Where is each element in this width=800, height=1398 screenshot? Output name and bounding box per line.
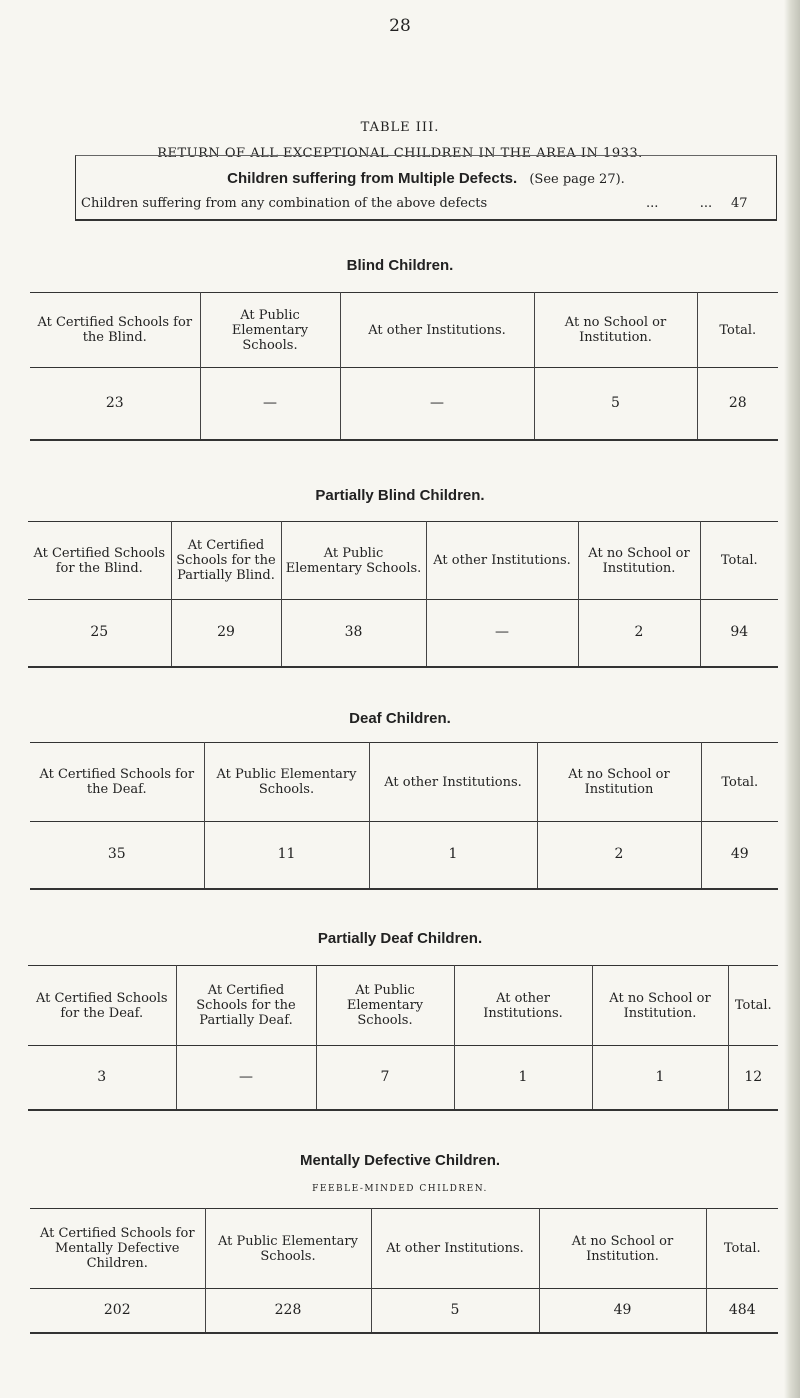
deaf-value-total: 49 bbox=[701, 822, 778, 889]
pb-value-public: 38 bbox=[281, 600, 426, 667]
partially-deaf-value-row bbox=[28, 1046, 778, 1110]
pd-header-other: At other Institutions. bbox=[454, 966, 592, 1046]
pd-header-no-school: At no School or Institution. bbox=[592, 966, 728, 1046]
mental-header-other: At other Institutions. bbox=[371, 1209, 539, 1289]
page-heading: RETURN OF ALL EXCEPTIONAL CHILDREN IN THE AREA IN 1933. bbox=[157, 146, 643, 161]
deaf-value-certified: 35 bbox=[107, 846, 126, 863]
multiple-defects-box bbox=[75, 155, 777, 221]
deaf-header-total: Total. bbox=[701, 743, 778, 822]
page-number: 28 bbox=[389, 16, 411, 36]
pd-header-certified-partial: At Certified Schools for the Partially Deaf. bbox=[176, 966, 316, 1046]
blind-value-no-school: 5 bbox=[534, 368, 697, 440]
mental-value-public: 228 bbox=[205, 1289, 371, 1333]
pb-value-other: — bbox=[426, 600, 578, 667]
multiple-defects-title bbox=[76, 170, 776, 187]
pb-header-other: At other Institutions. bbox=[426, 522, 578, 600]
blind-value-certified: 23 bbox=[105, 394, 124, 411]
multiple-defects-see: (See page 27). bbox=[529, 172, 625, 187]
blind-value-public: — bbox=[200, 368, 340, 440]
deaf-header-public: At Public Elementary Schools. bbox=[204, 743, 369, 822]
pd-header-public: At Public Elementary Schools. bbox=[316, 966, 454, 1046]
deaf-table bbox=[30, 742, 778, 890]
partially-deaf-table bbox=[28, 965, 778, 1111]
mental-header-certified: At Certified Schools for Mentally Defective Children. bbox=[39, 1226, 195, 1271]
deaf-header-certified: At Certified Schools for the Deaf. bbox=[39, 767, 195, 797]
deaf-value-other: 1 bbox=[369, 822, 537, 889]
pb-value-total: 94 bbox=[700, 600, 778, 667]
mental-title: Mentally Defective Children. bbox=[299, 1152, 501, 1169]
blind-header-row bbox=[30, 293, 778, 368]
blind-value-row bbox=[30, 368, 778, 440]
pd-header-total: Total. bbox=[728, 966, 778, 1046]
partially-deaf-title: Partially Deaf Children. bbox=[317, 930, 483, 947]
blind-value-other: — bbox=[340, 368, 534, 440]
mental-header-public: At Public Elementary Schools. bbox=[205, 1209, 371, 1289]
mental-value-no-school: 49 bbox=[539, 1289, 706, 1333]
deaf-value-public: 11 bbox=[204, 822, 369, 889]
deaf-header-row bbox=[30, 743, 778, 822]
table-label: TABLE III. bbox=[360, 120, 440, 135]
pb-header-total: Total. bbox=[700, 522, 778, 600]
deaf-value-row bbox=[30, 822, 778, 889]
deaf-header-no-school: At no School or Institution bbox=[537, 743, 701, 822]
blind-header-certified: At Certified Schools for the Blind. bbox=[37, 315, 193, 345]
pb-value-no-school: 2 bbox=[578, 600, 700, 667]
partially-blind-header-row bbox=[28, 522, 778, 600]
blind-title: Blind Children. bbox=[346, 257, 454, 274]
partially-blind-table bbox=[28, 521, 778, 668]
multiple-defects-heading: Children suffering from Multiple Defects. bbox=[227, 170, 518, 187]
pd-value-no-school: 1 bbox=[592, 1046, 728, 1110]
pb-header-certified-partial: At Certified Schools for the Partially Blind. bbox=[171, 522, 281, 600]
blind-value-total: 28 bbox=[697, 368, 778, 440]
blind-header-other: At other Institutions. bbox=[340, 293, 534, 368]
partially-blind-value-row bbox=[28, 600, 778, 667]
partially-blind-title: Partially Blind Children. bbox=[315, 487, 485, 504]
mental-value-certified: 202 bbox=[103, 1301, 131, 1318]
mental-header-total: Total. bbox=[706, 1209, 778, 1289]
pd-value-public: 7 bbox=[316, 1046, 454, 1110]
deaf-title: Deaf Children. bbox=[349, 710, 451, 727]
pb-value-certified-blind: 25 bbox=[90, 624, 109, 641]
pb-header-no-school: At no School or Institution. bbox=[578, 522, 700, 600]
mental-header-no-school: At no School or Institution. bbox=[539, 1209, 706, 1289]
blind-header-no-school: At no School or Institution. bbox=[534, 293, 697, 368]
blind-header-public: At Public Elementary Schools. bbox=[200, 293, 340, 368]
deaf-value-no-school: 2 bbox=[537, 822, 701, 889]
mental-value-row bbox=[30, 1289, 778, 1333]
multiple-defects-value: 47 bbox=[731, 196, 748, 211]
partially-deaf-header-row bbox=[28, 966, 778, 1046]
pd-value-certified-deaf: 3 bbox=[97, 1068, 107, 1085]
mental-subtitle: FEEBLE-MINDED CHILDREN. bbox=[312, 1184, 488, 1194]
blind-table bbox=[30, 292, 778, 441]
pd-value-certified-partial: — bbox=[176, 1046, 316, 1110]
pb-value-certified-partial: 29 bbox=[171, 600, 281, 667]
pd-value-other: 1 bbox=[454, 1046, 592, 1110]
pd-value-total: 12 bbox=[728, 1046, 778, 1110]
multiple-defects-dots: ... ... bbox=[646, 196, 713, 211]
mental-value-total: 484 bbox=[706, 1289, 778, 1333]
pd-header-certified-deaf: At Certified Schools for the Deaf. bbox=[35, 990, 168, 1021]
mental-value-other: 5 bbox=[371, 1289, 539, 1333]
pb-header-certified-blind: At Certified Schools for the Blind. bbox=[33, 545, 166, 576]
pb-header-public: At Public Elementary Schools. bbox=[281, 522, 426, 600]
mental-header-row bbox=[30, 1209, 778, 1289]
deaf-header-other: At other Institutions. bbox=[369, 743, 537, 822]
multiple-defects-line: Children suffering from any combination of the above defects bbox=[81, 196, 488, 211]
mental-table bbox=[30, 1208, 778, 1334]
blind-header-total: Total. bbox=[697, 293, 778, 368]
